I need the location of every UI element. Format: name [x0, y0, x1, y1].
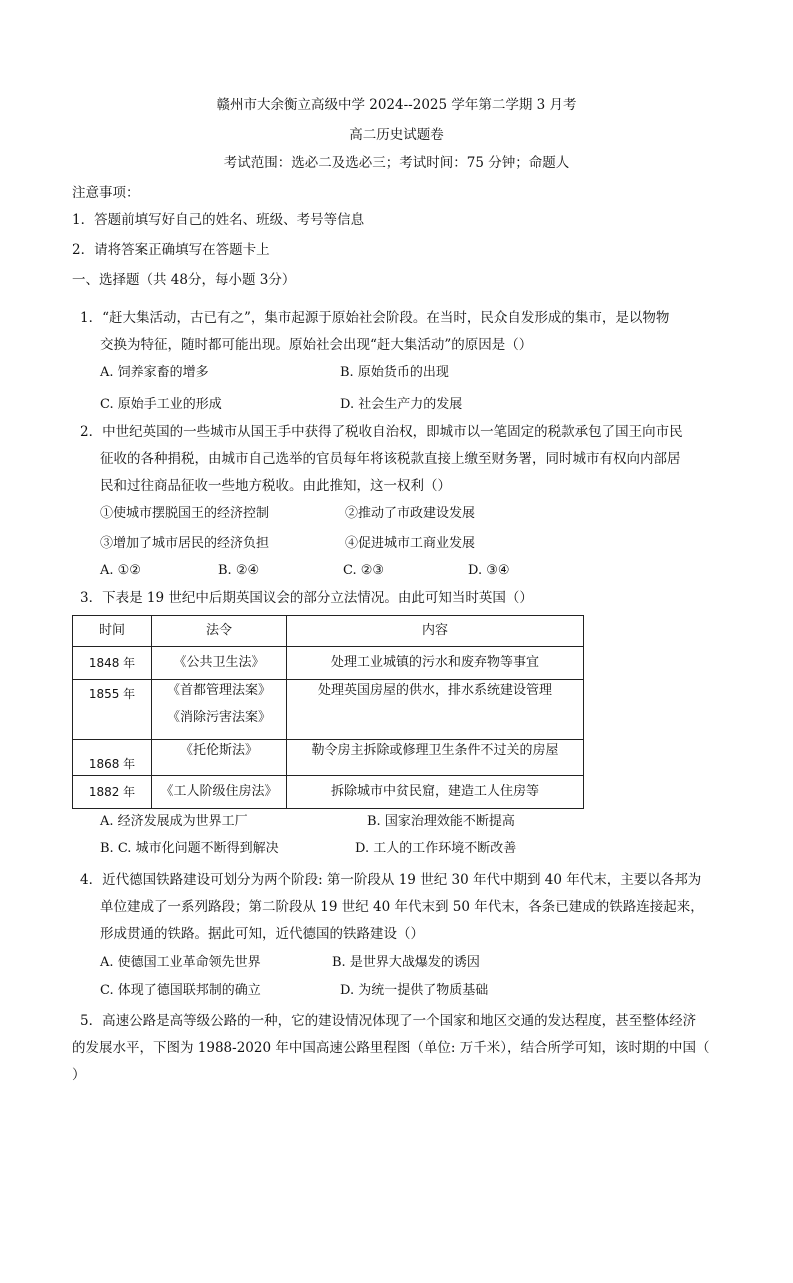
- table-cell-content: 处理英国房屋的供水，排水系统建设管理: [287, 680, 584, 740]
- q3-option-d: D. 工人的工作环境不断改善: [355, 841, 517, 856]
- table-cell-year: 1882 年: [73, 776, 152, 809]
- question-5-line: ）: [72, 1067, 86, 1083]
- q3-option-b: B. 国家治理效能不断提高: [367, 814, 515, 829]
- q1-option-a: A. 饲养家畜的增多: [100, 365, 209, 380]
- question-2-line: 征收的各种捐税，由城市自己选举的官员每年将该税款直接上缴至财务署，同时城市有权向内部居: [100, 451, 681, 467]
- q2-option-a: A. ①②: [100, 563, 141, 578]
- question-4-line: 形成贯通的铁路。据此可知，近代德国的铁路建设（）: [100, 926, 424, 942]
- legislation-table: [72, 615, 584, 809]
- note-item: 2．请将答案正确填写在答题卡上: [72, 242, 270, 258]
- q2-option-d: D. ③④: [468, 563, 510, 578]
- question-5-line: 5．高速公路是高等级公路的一种，它的建设情况体现了一个国家和地区交通的发达程度，甚至整体经济: [80, 1013, 697, 1029]
- exam-title: 赣州市大余衡立高级中学 2024--2025 学年第二学期 3 月考: [216, 97, 577, 113]
- question-1-line: 交换为特征，随时都可能出现。原始社会出现“赶大集活动”的原因是（）: [100, 337, 533, 353]
- table-cell-law: [152, 680, 287, 740]
- table-cell-law: 《托伦斯法》: [152, 740, 287, 776]
- q2-statement: ③增加了城市居民的经济负担: [100, 536, 270, 551]
- table-cell-content: 处理工业城镇的污水和废弃物等事宜: [287, 647, 584, 680]
- q3-option-c: B. C. 城市化问题不断得到解决: [100, 841, 279, 856]
- question-4-line: 单位建成了一系列路段；第二阶段从 19 世纪 40 年代末到 50 年代末，各条已建成的铁路连接起来，: [100, 899, 704, 915]
- exam-meta: 考试范围：选必二及选必三；考试时间：75 分钟；命题人: [223, 155, 570, 171]
- table-row: [73, 740, 584, 776]
- q1-option-c: C. 原始手工业的形成: [100, 397, 222, 412]
- q4-option-d: D. 为统一提供了物质基础: [340, 983, 489, 998]
- question-1-line: 1．“赶大集活动，古已有之”，集市起源于原始社会阶段。在当时，民众自发形成的集市，是以物物: [80, 310, 670, 326]
- q4-option-b: B. 是世界大战爆发的诱因: [332, 955, 480, 970]
- section-heading: 一、选择题（共 48分，每小题 3分）: [72, 272, 296, 288]
- table-row: [73, 647, 584, 680]
- table-cell-year: 1868 年: [73, 740, 152, 776]
- question-2-line: 2．中世纪英国的一些城市从国王手中获得了税收自治权，即城市以一笔固定的税款承包了国王向市民: [80, 424, 683, 440]
- notes-heading: 注意事项：: [72, 185, 140, 201]
- table-header-law: 法令: [152, 616, 287, 647]
- q2-option-b: B. ②④: [218, 563, 260, 578]
- q4-option-a: A. 使德国工业革命领先世界: [100, 955, 261, 970]
- table-header-content: 内容: [287, 616, 584, 647]
- q1-option-b: B. 原始货币的出现: [340, 365, 449, 380]
- law-name: 《首都管理法案》: [166, 683, 271, 698]
- q2-statement: ②推动了市政建设发展: [345, 506, 476, 521]
- table-cell-year: 1848 年: [73, 647, 152, 680]
- q4-option-c: C. 体现了德国联邦制的确立: [100, 983, 261, 998]
- law-name: 《消除污害法案》: [166, 710, 271, 725]
- table-cell-content: 勒令房主拆除或修理卫生条件不过关的房屋: [287, 740, 584, 776]
- table-row: [73, 680, 584, 740]
- table-header-time: 时间: [73, 616, 152, 647]
- question-3-line: 3．下表是 19 世纪中后期英国议会的部分立法情况。由此可知当时英国（）: [80, 590, 533, 606]
- table-cell-law: 《工人阶级住房法》: [152, 776, 287, 809]
- q3-option-a: A. 经济发展成为世界工厂: [100, 814, 248, 829]
- note-item: 1．答题前填写好自己的姓名、班级、考号等信息: [72, 212, 365, 228]
- q2-statement: ①使城市摆脱国王的经济控制: [100, 506, 270, 521]
- q2-statement: ④促进城市工商业发展: [345, 536, 476, 551]
- table-cell-year: 1855 年: [73, 680, 152, 740]
- table-header-row: [73, 616, 584, 647]
- question-2-line: 民和过往商品征收一些地方税收。由此推知，这一权利（）: [100, 478, 451, 494]
- table-row: [73, 776, 584, 809]
- table-cell-law: 《公共卫生法》: [152, 647, 287, 680]
- question-4-line: 4．近代德国铁路建设可划分为两个阶段: 第一阶段从 19 世纪 30 年代中期到 40 年代末，主要以各邦为: [80, 872, 702, 888]
- q2-option-c: C. ②③: [343, 563, 385, 578]
- exam-subtitle: 高二历史试题卷: [349, 127, 444, 143]
- table-cell-content: 拆除城市中贫民窟，建造工人住房等: [287, 776, 584, 809]
- question-5-line: 的发展水平，下图为 1988-2020 年中国高速公路里程图（单位: 万千米），结合所学可知，该时期的中国（: [72, 1040, 710, 1056]
- q1-option-d: D. 社会生产力的发展: [340, 397, 463, 412]
